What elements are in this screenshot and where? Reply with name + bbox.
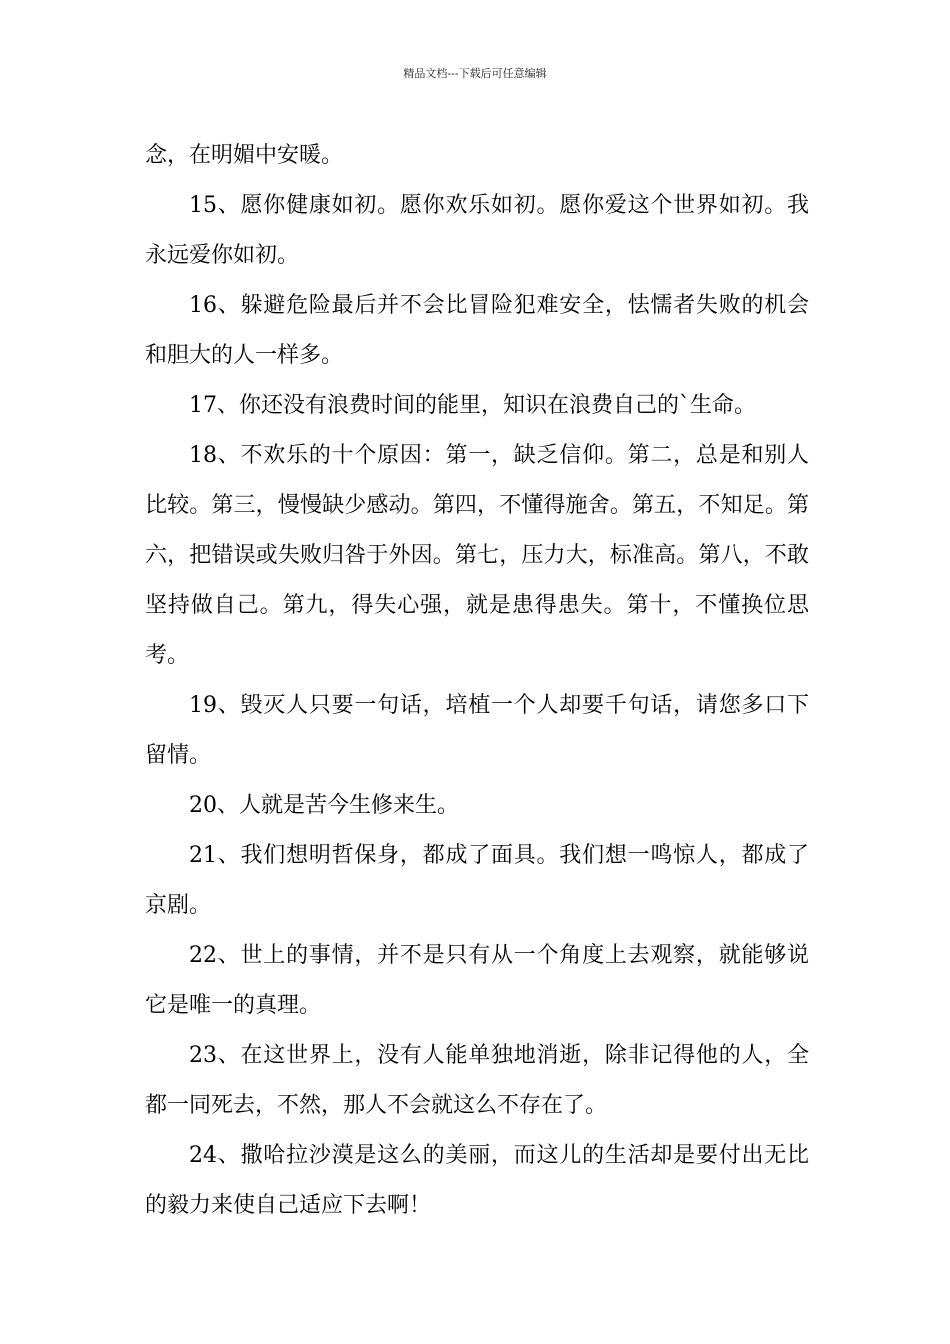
- paragraph-17: 17、你还没有浪费时间的能里，知识在浪费自己的`生命。: [189, 393, 756, 418]
- paragraph-24: 24、撒哈拉沙漠是这么的美丽，而这儿的生活却是要付出无比的毅力来使自己适应下去啊！: [145, 1143, 809, 1218]
- paragraph-19: 19、毁灭人只要一句话，培植一个人却要千句话，请您多口下留情。: [145, 693, 809, 768]
- page-header: 精品文档---下载后可任意编辑: [403, 67, 547, 80]
- paragraph-continuation: 念，在明媚中安暖。: [145, 143, 344, 168]
- paragraph-20: 20、人就是苦今生修来生。: [189, 793, 459, 818]
- paragraph-15: 15、愿你健康如初。愿你欢乐如初。愿你爱这个世界如初。我永远爱你如初。: [145, 193, 809, 268]
- paragraph-21: 21、我们想明哲保身，都成了面具。我们想一鸣惊人，都成了京剧。: [145, 843, 809, 918]
- document-body: [145, 131, 809, 1231]
- paragraph-16: 16、躲避危险最后并不会比冒险犯难安全，怯懦者失败的机会和胆大的人一样多。: [145, 293, 809, 368]
- paragraph-18: 18、不欢乐的十个原因：第一，缺乏信仰。第二，总是和别人比较。第三，慢慢缺少感动。第四，不懂得施舍。第五，不知足。第六，把错误或失败归咎于外因。第七，压力大，标准高。第八，不敢坚持做自己。第九，得失心强，就是患得患失。第十，不懂换位思考。: [145, 443, 809, 668]
- paragraph-23: 23、在这世界上，没有人能单独地消逝，除非记得他的人，全都一同死去，不然，那人不会就这么不存在了。: [145, 1043, 809, 1118]
- paragraph-22: 22、世上的事情，并不是只有从一个角度上去观察，就能够说它是唯一的真理。: [145, 943, 809, 1018]
